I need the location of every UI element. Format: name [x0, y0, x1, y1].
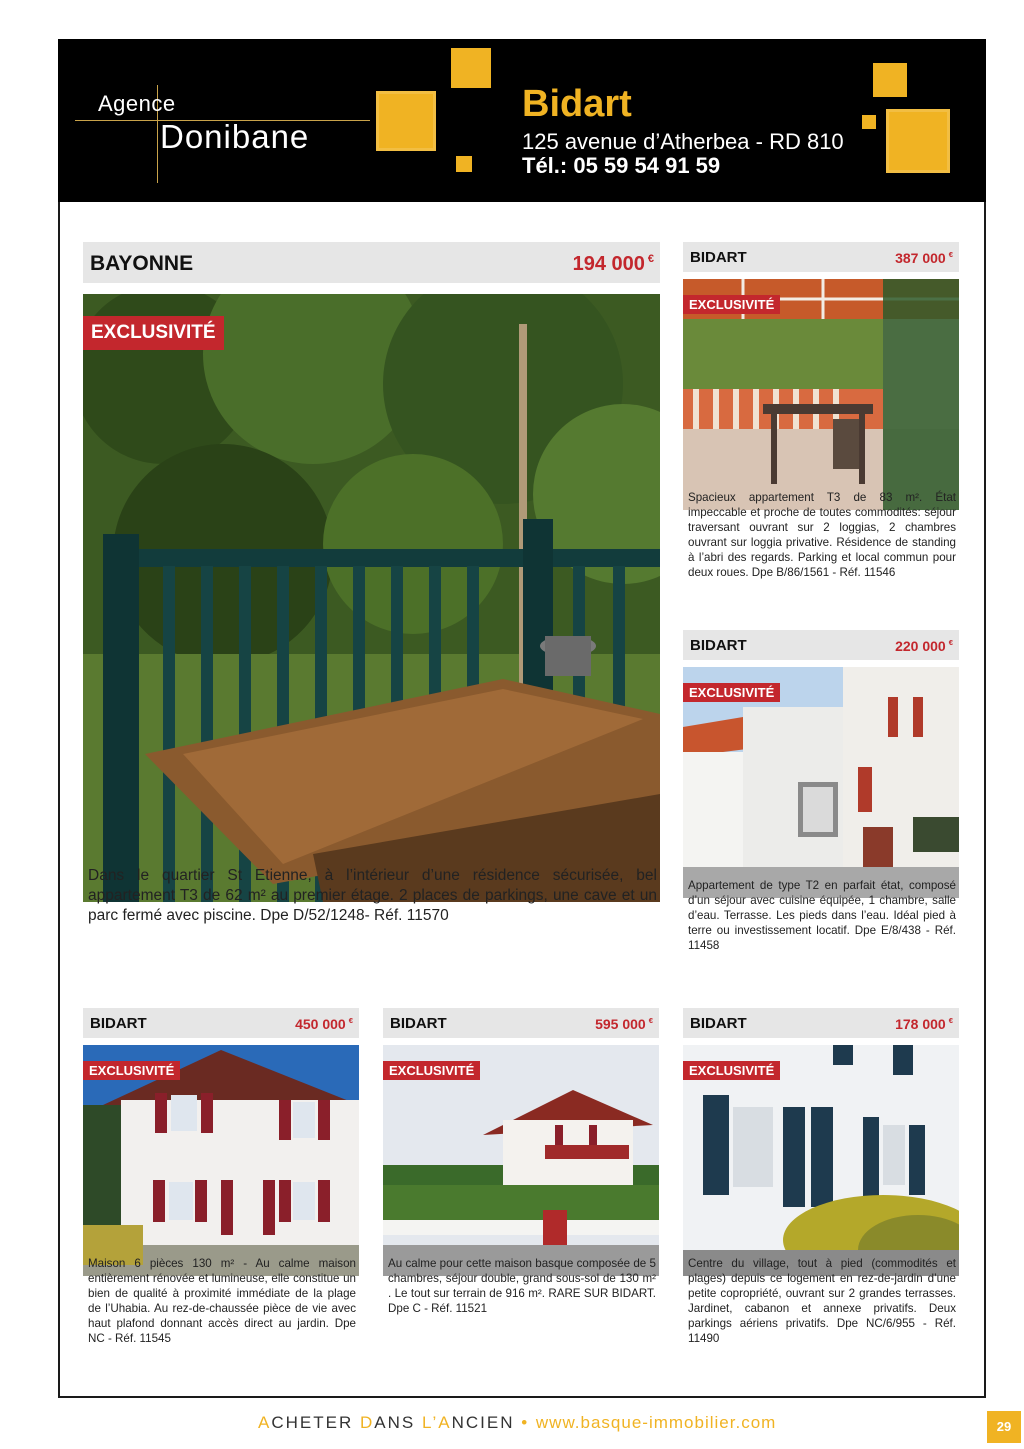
listing-photo[interactable] — [83, 294, 660, 902]
logo-donibane: Donibane — [160, 118, 310, 155]
agency-phone: Tél.: 05 59 54 91 59 — [522, 153, 721, 178]
listing-city: BAYONNE — [90, 252, 194, 275]
listing-description: Maison 6 pièces 130 m² - Au calme maison entièrement rénovée et lumineuse, elle constitue un bien de qualité à proximité immédiate de la plage de l’Uhabia. Au rez-de-chaussée pièce de vie avec haut plafond donnant accès direct au jardin. Dpe NC - Réf. 11545 — [88, 1257, 356, 1345]
listing-price: 178 000 € — [895, 1016, 953, 1032]
logo-square — [862, 115, 876, 129]
listing-card[interactable] — [383, 1008, 659, 1388]
logo-square — [456, 156, 472, 172]
footer-url[interactable]: www.basque-immobilier.com — [535, 1413, 777, 1432]
listing-price: 450 000 € — [295, 1016, 353, 1032]
listing-city: BIDART — [390, 1015, 447, 1032]
listing-price: 194 000 € — [572, 253, 654, 275]
listing-price: 220 000 € — [895, 638, 953, 654]
agency-header — [58, 39, 986, 202]
listing-card[interactable] — [683, 630, 959, 995]
listing-photo[interactable] — [683, 1045, 959, 1276]
footer-slogan: ACHETER DANS L’ANCIEN • www.basque-immobilier.com — [258, 1413, 777, 1432]
logo-square — [451, 48, 491, 88]
listing-header — [83, 1008, 359, 1038]
listing-photo[interactable] — [683, 667, 959, 898]
listing-city: BIDART — [690, 1015, 747, 1032]
listing-photo[interactable] — [383, 1045, 659, 1276]
listing-header — [83, 242, 660, 283]
listing-header — [683, 1008, 959, 1038]
listing-description: Appartement de type T2 en parfait état, composé d’un séjour avec cuisine équipée, 1 chambre, salle d’eau. Terrasse. Les pieds dans l’eau. Idéal pied à terre ou investissement locatif. Dpe E/8/438 - Réf. 11458 — [688, 879, 956, 952]
page-number: 29 — [987, 1411, 1021, 1443]
listing-header — [683, 630, 959, 660]
listing-card[interactable] — [683, 242, 959, 617]
logo-square — [376, 91, 436, 151]
listing-card[interactable] — [83, 1008, 359, 1388]
balcony-table-photo — [83, 294, 660, 902]
exclusive-badge: EXCLUSIVITÉ — [683, 683, 780, 702]
listing-card[interactable] — [683, 1008, 959, 1388]
listing-description: Au calme pour cette maison basque composée de 5 chambres, séjour double, grand sous-sol de 130 m² . Le tout sur terrain de 916 m². RARE SUR BIDART. Dpe C - Réf. 11521 — [388, 1257, 656, 1315]
logo-square — [886, 109, 950, 173]
exclusive-badge: EXCLUSIVITÉ — [683, 1061, 780, 1080]
listing-photo[interactable] — [683, 279, 959, 510]
listing-description: Dans le quartier St Etienne, à l’intérieur d’une résidence sécurisée, bel appartement T3 de 62 m² au premier étage. 2 places de parkings, une cave et un parc fermé avec piscine. Dpe D/52/1248- Réf. 11570 — [88, 867, 657, 924]
listing-header — [683, 242, 959, 272]
listing-city: BIDART — [90, 1015, 147, 1032]
listing-card[interactable] — [83, 242, 660, 982]
logo-agence: Agence — [98, 91, 176, 116]
listing-photo[interactable] — [83, 1045, 359, 1276]
agency-city: Bidart — [522, 83, 632, 125]
listing-city: BIDART — [690, 637, 747, 654]
agency-address: 125 avenue d’Atherbea - RD 810 — [522, 129, 844, 154]
listing-header — [383, 1008, 659, 1038]
listing-city: BIDART — [690, 249, 747, 266]
listing-price: 387 000 € — [895, 250, 953, 266]
listing-description: Centre du village, tout à pied (commodités et plages) depuis ce logement en rez-de-jardin d’une petite copropriété, ouvrant sur 2 grandes terrasses. Jardinet, cabanon et annexe privatifs. Deux parkings aériens privatifs. Dpe NC/6/955 - Réf. 11490 — [688, 1257, 956, 1345]
listing-price: 595 000 € — [595, 1016, 653, 1032]
exclusive-badge: EXCLUSIVITÉ — [83, 1061, 180, 1080]
exclusive-badge: EXCLUSIVITÉ — [683, 295, 780, 314]
exclusive-badge: EXCLUSIVITÉ — [83, 316, 224, 350]
exclusive-badge: EXCLUSIVITÉ — [383, 1061, 480, 1080]
listing-description: Spacieux appartement T3 de 83 m². État impeccable et proche de toutes commodités: séjour traversant ouvrant sur 2 loggias, 2 chambres ouvrant sur loggia privative. Résidence de standing à l’abri des regards. Parking et local commun pour deux roues. Dpe B/86/1561 - Réf. 11546 — [688, 491, 956, 579]
logo-square — [873, 63, 907, 97]
